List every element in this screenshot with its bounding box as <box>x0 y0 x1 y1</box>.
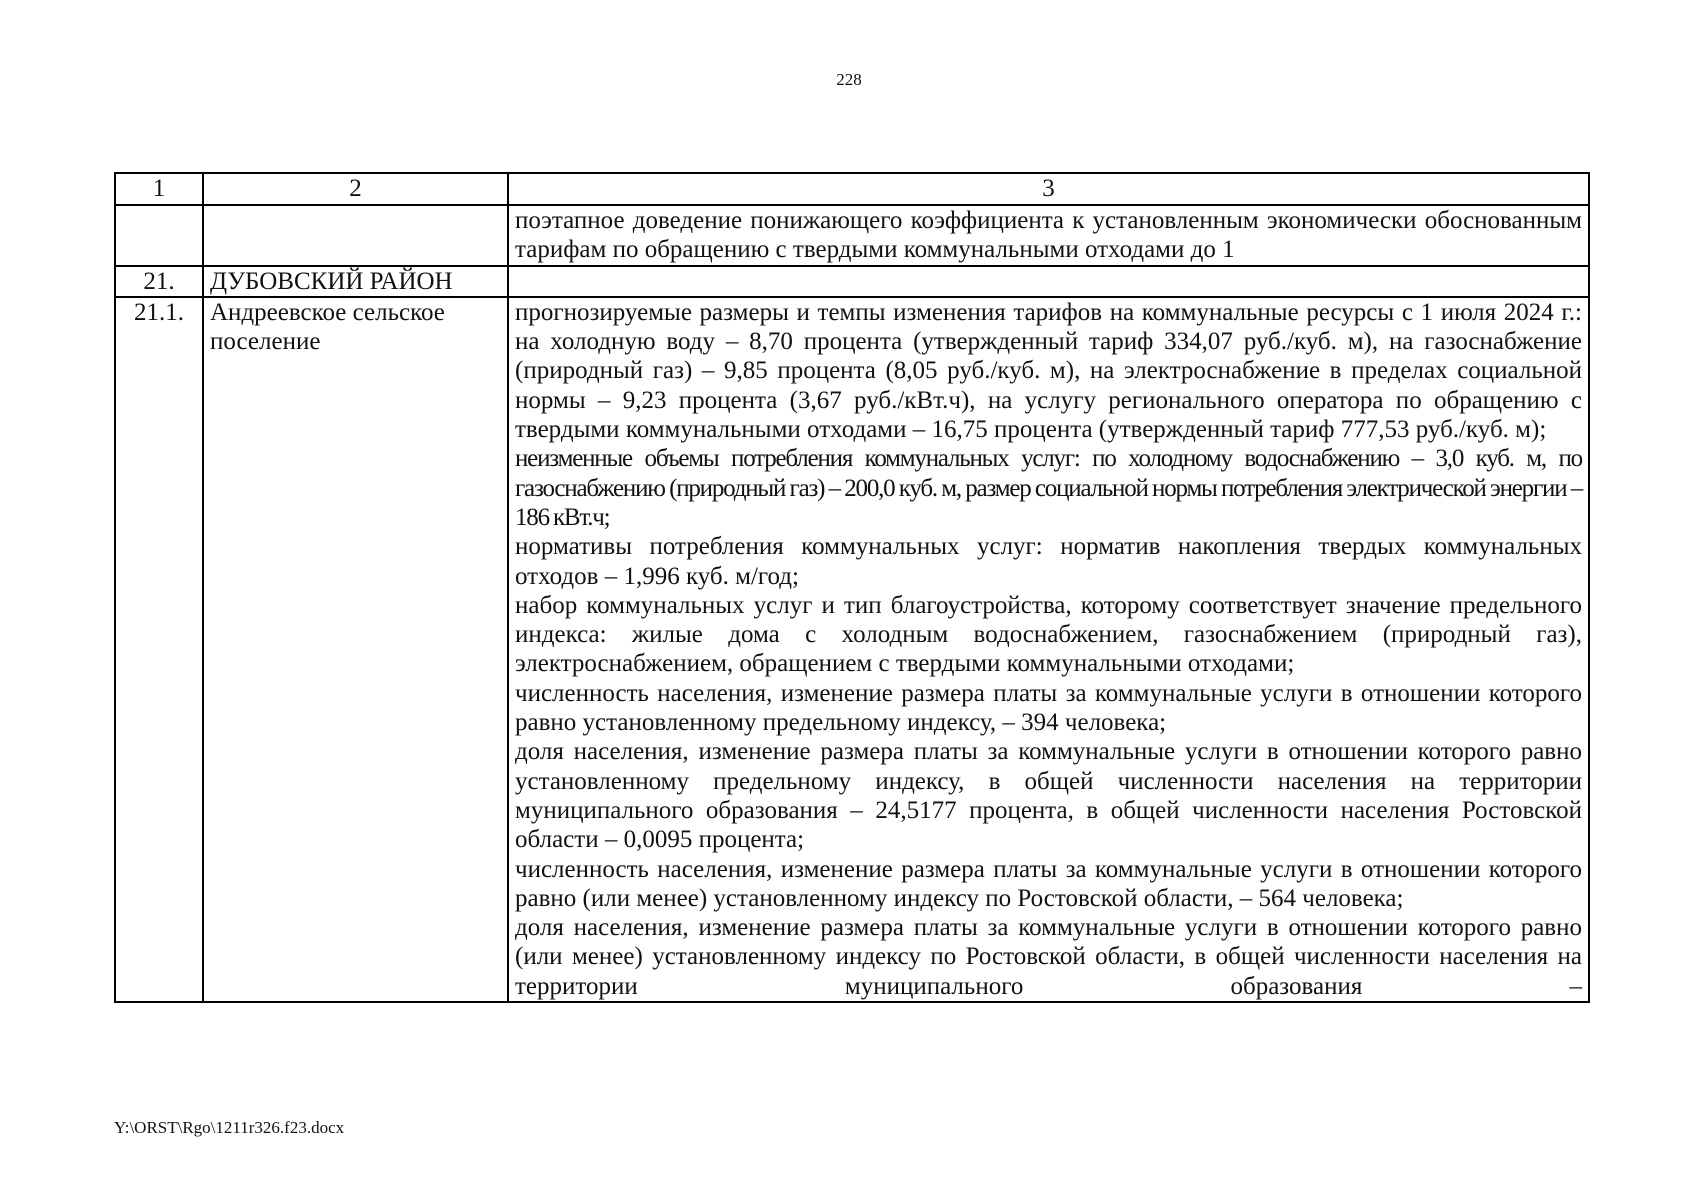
district-name: ДУБОВСКИЙ РАЙОН <box>203 266 508 297</box>
column-header-3: 3 <box>508 173 1589 205</box>
table-row-district <box>115 266 1589 297</box>
paragraph-population-count: численность населения, изменение размера платы за коммунальные услуги в отношении которого равно установленному предельному индексу, – 394 человека; <box>515 679 1582 737</box>
column-header-2: 2 <box>203 173 508 205</box>
continuation-num-cell <box>115 205 203 266</box>
district-details-cell <box>508 266 1589 297</box>
paragraph-norms: нормативы потребления коммунальных услуг: норматив накопления твердых коммунальных отходов – 1,996 куб. м/год; <box>515 533 1582 590</box>
paragraph-volumes: неизменные объемы потребления коммунальных услуг: по холодному водоснабжению – 3,0 куб. м, по газоснабжению (природный газ) – 200,0 куб. м, размер социальной нормы потребления электрической энергии – 186 кВт.ч; <box>515 445 1582 531</box>
column-header-1: 1 <box>115 173 203 205</box>
paragraph-service-set: набор коммунальных услуг и тип благоустройства, которому соответствует значение предельного индекса: жилые дома с холодным водоснабжением, газоснабжением (природный газ), электроснабжением, обращением с твердыми коммунальными отходами; <box>515 591 1582 678</box>
table-row-settlement <box>115 297 1589 1002</box>
tariff-table <box>114 172 1590 1003</box>
continuation-name-cell <box>203 205 508 266</box>
file-path-footer: Y:\ORST\Rgo\1211r326.f23.docx <box>114 1118 345 1137</box>
settlement-details <box>508 297 1589 1002</box>
paragraph-population-share: доля населения, изменение размера платы за коммунальные услуги в отношении которого равно установленному предельному индексу, в общей численности населения на территории муниципального образования – 24,5177 процента, в общей численности населения Ростовской области – 0,0095 процента; <box>515 738 1582 854</box>
table-header-row <box>115 173 1589 205</box>
paragraph-population-share-regional: доля населения, изменение размера платы за коммунальные услуги в отношении которого равно (или менее) установленному индексу по Ростовской области, в общей численности населения на территории муниципального образования – <box>515 914 1582 1000</box>
paragraph-population-count-regional: численность населения, изменение размера платы за коммунальные услуги в отношении которого равно (или менее) установленному индексу по Ростовской области, – 564 человека; <box>515 855 1582 912</box>
table-row-continuation <box>115 205 1589 266</box>
settlement-number: 21.1. <box>115 297 203 1002</box>
page-number: 228 <box>836 70 862 89</box>
settlement-name: Андреевское сельское поселение <box>203 297 508 1002</box>
district-number: 21. <box>115 266 203 297</box>
paragraph-tariffs: прогнозируемые размеры и темпы изменения тарифов на коммунальные ресурсы с 1 июля 2024 г.: на холодную воду – 8,70 процента (утвержденный тариф 334,07 руб./куб. м), на газоснабжение (природный газ) – 9,85 процента (8,05 руб./куб. м), на электроснабжение в пределах социальной нормы – 9,23 процента (3,67 руб./кВт.ч), на услугу регионального оператора по обращению с твердыми коммунальными отходами – 16,75 процента (утвержденный тариф 777,53 руб./куб. м); <box>515 298 1582 444</box>
continuation-text: поэтапное доведение понижающего коэффициента к установленным экономически обоснованным тарифам по обращению с твердыми коммунальными отходами до 1 <box>508 205 1589 266</box>
